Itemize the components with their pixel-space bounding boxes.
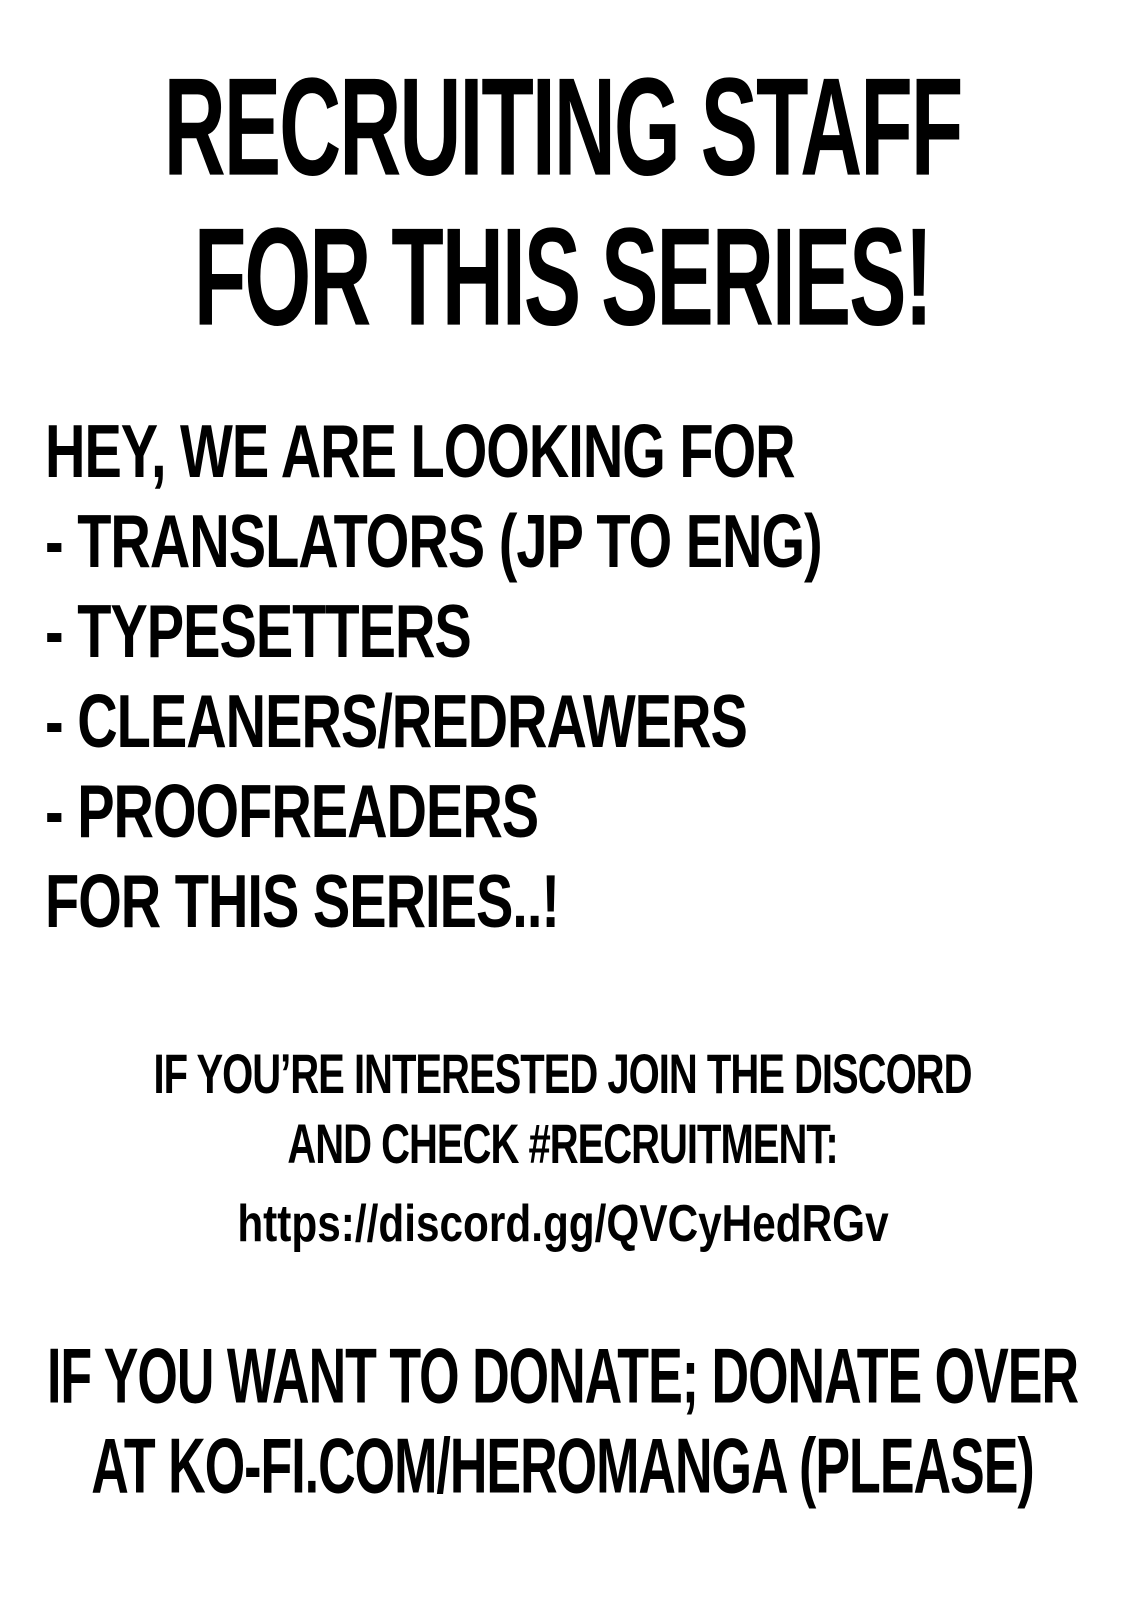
role-item-translators (45, 495, 1105, 585)
donation-info (0, 1332, 1125, 1512)
page-title-line1-text: RECRUITING STAFF (163, 49, 962, 205)
discord-instructions-line2 (0, 1110, 1125, 1180)
role-item-text: - PROOFREADERS (45, 767, 539, 853)
donation-line1-text: IF YOU WANT TO DONATE; DONATE OVER (46, 1333, 1079, 1421)
role-item-proofreaders (45, 765, 1105, 855)
recruit-outro-text: FOR THIS SERIES..! (45, 857, 560, 943)
recruitment-list (45, 405, 1105, 945)
recruit-outro (45, 855, 1105, 945)
discord-invite-url (0, 1188, 1125, 1258)
donation-line2-text: AT KO-FI.COM/HEROMANGA (PLEASE) (91, 1423, 1034, 1511)
recruit-intro-text: HEY, WE ARE LOOKING FOR (45, 407, 795, 493)
discord-instructions-line1 (0, 1040, 1125, 1110)
discord-info (0, 1040, 1125, 1258)
donation-line1 (0, 1332, 1125, 1422)
discord-invite-url-text: https://discord.gg/QVCyHedRGv (236, 1193, 889, 1253)
role-item-typesetters (45, 585, 1105, 675)
role-item-text: - CLEANERS/REDRAWERS (45, 677, 747, 763)
role-item-text: - TRANSLATORS (JP TO ENG) (45, 497, 822, 583)
discord-instructions-line2-text: AND CHECK #RECRUITMENT: (287, 1113, 838, 1176)
role-item-text: - TYPESETTERS (45, 587, 471, 673)
recruit-intro (45, 405, 1105, 495)
page-title-line1 (0, 49, 1125, 205)
page-title (0, 49, 1125, 355)
page-title-line2-text: FOR THIS SERIES! (193, 199, 932, 355)
page-title-line2 (0, 199, 1125, 355)
discord-instructions-line1-text: IF YOU’RE INTERESTED JOIN THE DISCORD (153, 1043, 972, 1106)
role-item-cleaners-redrawers (45, 675, 1105, 765)
donation-line2 (0, 1422, 1125, 1512)
